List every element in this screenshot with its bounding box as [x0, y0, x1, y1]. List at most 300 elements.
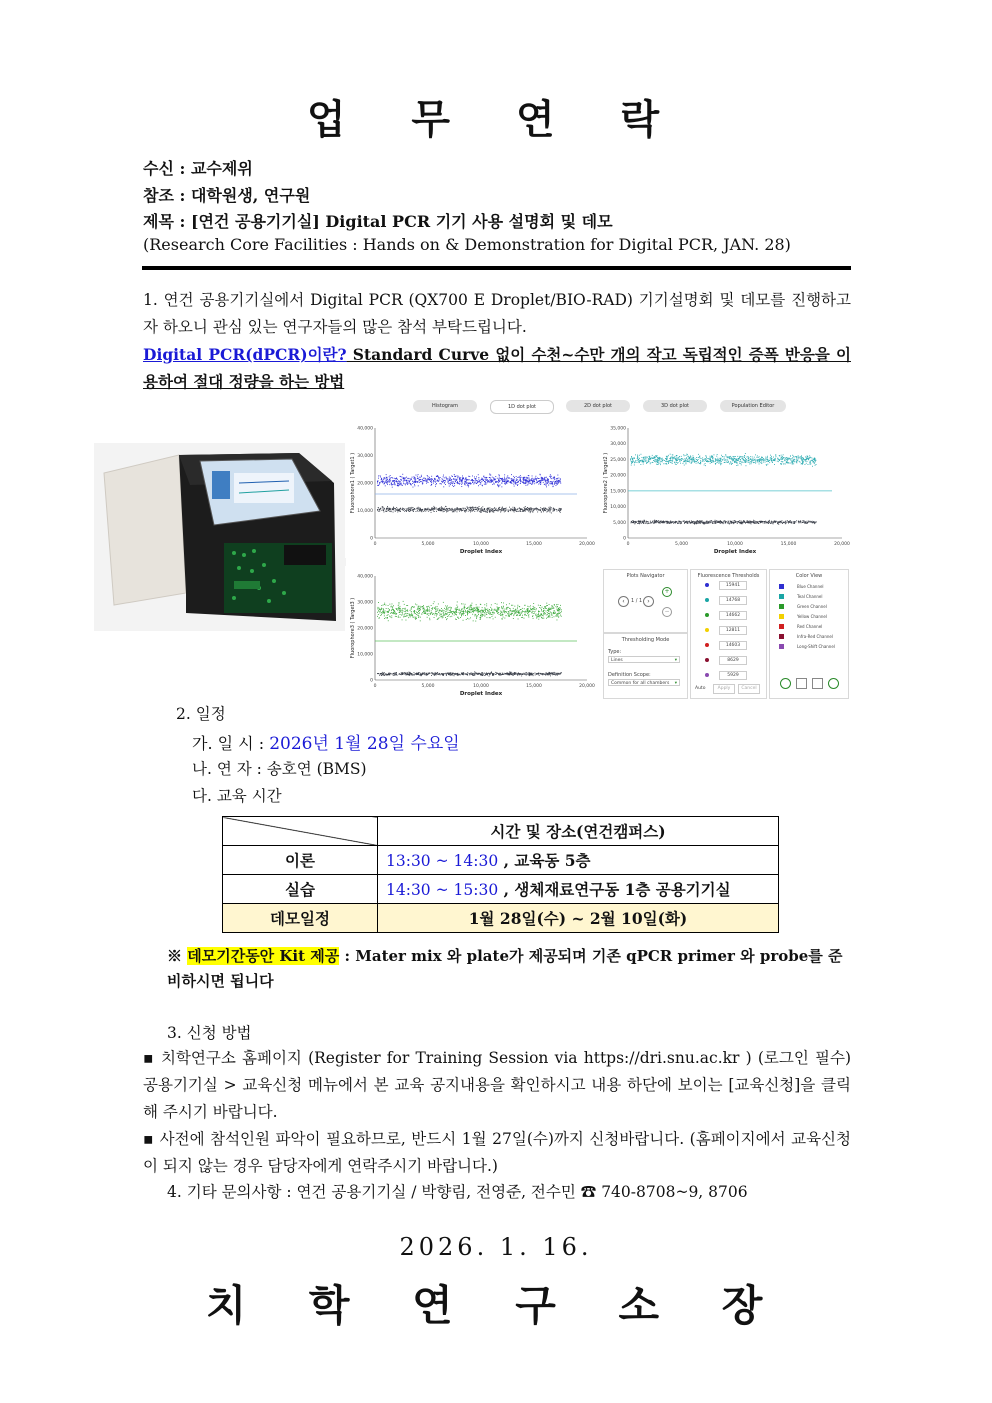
droplet-point	[377, 509, 378, 510]
droplet-point	[459, 614, 460, 615]
droplet-point	[759, 456, 760, 457]
droplet-point	[465, 508, 466, 509]
droplet-point	[501, 510, 502, 511]
droplet-point	[528, 483, 529, 484]
droplet-point	[796, 459, 797, 460]
droplet-point	[392, 480, 393, 481]
droplet-point	[807, 461, 808, 462]
droplet-point	[780, 521, 781, 522]
droplet-point	[466, 479, 467, 480]
zoom-out-icon[interactable]: −	[662, 607, 672, 617]
droplet-point	[668, 461, 669, 462]
droplet-point	[522, 612, 523, 613]
droplet-point	[481, 508, 482, 509]
droplet-point	[536, 508, 537, 509]
droplet-point	[644, 457, 645, 458]
droplet-point	[693, 459, 694, 460]
droplet-point	[383, 611, 384, 612]
droplet-point	[678, 459, 679, 460]
droplet-point	[515, 509, 516, 510]
droplet-point	[814, 460, 815, 461]
droplet-point	[495, 674, 496, 675]
x-tick-label: 15,000	[780, 542, 797, 547]
type-label: Type:	[608, 649, 622, 655]
droplet-point	[407, 611, 408, 612]
droplet-point	[416, 511, 417, 512]
threshold-input[interactable]: 14768	[719, 596, 747, 605]
droplet-point	[767, 456, 768, 457]
droplet-point	[418, 674, 419, 675]
droplet-point	[475, 509, 476, 510]
droplet-point	[645, 460, 646, 461]
droplet-point	[402, 610, 403, 611]
droplet-point	[515, 483, 516, 484]
droplet-point	[674, 458, 675, 459]
droplet-point	[427, 614, 428, 615]
droplet-point	[538, 619, 539, 620]
droplet-point	[763, 458, 764, 459]
droplet-point	[404, 672, 405, 673]
droplet-point	[383, 509, 384, 510]
droplet-point	[489, 511, 490, 512]
droplet-point	[414, 610, 415, 611]
droplet-point	[497, 604, 498, 605]
droplet-point	[503, 674, 504, 675]
droplet-point	[530, 512, 531, 513]
droplet-point	[437, 606, 438, 607]
droplet-point	[481, 614, 482, 615]
droplet-point	[502, 481, 503, 482]
droplet-point	[465, 610, 466, 611]
droplet-point	[516, 615, 517, 616]
droplet-point	[560, 674, 561, 675]
droplet-point	[511, 672, 512, 673]
droplet-point	[745, 453, 746, 454]
droplet-point	[799, 461, 800, 462]
droplet-point	[477, 481, 478, 482]
droplet-point	[431, 605, 432, 606]
dpcr-link[interactable]: Digital PCR(dPCR)이란?	[143, 345, 347, 364]
droplet-point	[476, 673, 477, 674]
droplet-point	[492, 510, 493, 511]
droplet-point	[495, 482, 496, 483]
droplet-point	[734, 523, 735, 524]
droplet-point	[425, 674, 426, 675]
droplet-point	[532, 612, 533, 613]
droplet-point	[670, 523, 671, 524]
droplet-point	[513, 611, 514, 612]
tab-3d-dot-plot[interactable]: 3D dot plot	[643, 400, 707, 412]
droplet-point	[446, 675, 447, 676]
droplet-point	[805, 460, 806, 461]
droplet-point	[396, 608, 397, 609]
droplet-point	[724, 458, 725, 459]
droplet-point	[451, 675, 452, 676]
droplet-point	[493, 508, 494, 509]
x-tick-label: 10,000	[473, 542, 489, 547]
droplet-point	[418, 617, 419, 618]
droplet-point	[553, 477, 554, 478]
droplet-point	[494, 609, 495, 610]
droplet-point	[504, 618, 505, 619]
droplet-point	[806, 523, 807, 524]
droplet-point	[734, 461, 735, 462]
droplet-point	[469, 509, 470, 510]
droplet-point	[446, 619, 447, 620]
droplet-point	[731, 457, 732, 458]
droplet-point	[434, 608, 435, 609]
droplet-point	[748, 462, 749, 463]
droplet-point	[407, 480, 408, 481]
droplet-point	[525, 673, 526, 674]
droplet-point	[706, 456, 707, 457]
droplet-point	[516, 610, 517, 611]
droplet-point	[422, 674, 423, 675]
droplet-point	[508, 614, 509, 615]
droplet-point	[536, 615, 537, 616]
droplet-point	[450, 509, 451, 510]
droplet-point	[421, 475, 422, 476]
droplet-point	[547, 511, 548, 512]
droplet-point	[546, 486, 547, 487]
droplet-point	[535, 476, 536, 477]
droplet-point	[462, 477, 463, 478]
droplet-point	[530, 483, 531, 484]
droplet-point	[407, 605, 408, 606]
droplet-point	[643, 458, 644, 459]
droplet-point	[529, 481, 530, 482]
droplet-point	[456, 614, 457, 615]
droplet-point	[518, 619, 519, 620]
droplet-point	[526, 477, 527, 478]
droplet-point	[439, 610, 440, 611]
droplet-point	[488, 673, 489, 674]
droplet-point	[673, 521, 674, 522]
droplet-point	[434, 479, 435, 480]
droplet-point	[449, 479, 450, 480]
droplet-point	[773, 457, 774, 458]
droplet-point	[468, 479, 469, 480]
droplet-point	[406, 675, 407, 676]
droplet-point	[400, 610, 401, 611]
droplet-point	[673, 523, 674, 524]
droplet-point	[458, 483, 459, 484]
y-tick-label: 10,000	[357, 509, 373, 514]
droplet-point	[506, 508, 507, 509]
droplet-point	[489, 510, 490, 511]
droplet-point	[410, 510, 411, 511]
droplet-point	[438, 508, 439, 509]
droplet-point	[752, 459, 753, 460]
droplet-point	[500, 675, 501, 676]
droplet-point	[445, 609, 446, 610]
droplet-point	[528, 510, 529, 511]
droplet-point	[702, 522, 703, 523]
droplet-point	[445, 617, 446, 618]
droplet-point	[635, 454, 636, 455]
droplet-point	[526, 480, 527, 481]
type-select[interactable]	[608, 656, 680, 663]
droplet-point	[805, 457, 806, 458]
droplet-point	[380, 475, 381, 476]
next-plot-button[interactable]: ›	[643, 596, 654, 607]
droplet-point	[447, 612, 448, 613]
droplet-point	[793, 460, 794, 461]
x-tick-label: 10,000	[473, 684, 489, 689]
droplet-point	[769, 462, 770, 463]
droplet-point	[478, 609, 479, 610]
droplet-point	[519, 615, 520, 616]
droplet-point	[727, 460, 728, 461]
droplet-point	[463, 604, 464, 605]
threshold-input[interactable]: 15941	[719, 581, 747, 590]
droplet-point	[538, 478, 539, 479]
droplet-point	[762, 459, 763, 460]
droplet-point	[715, 520, 716, 521]
droplet-point	[657, 521, 658, 522]
droplet-point	[787, 459, 788, 460]
droplet-point	[500, 615, 501, 616]
droplet-point	[776, 456, 777, 457]
droplet-point	[470, 482, 471, 483]
droplet-point	[478, 614, 479, 615]
droplet-point	[408, 507, 409, 508]
droplet-point	[798, 458, 799, 459]
droplet-point	[518, 612, 519, 613]
droplet-point	[807, 521, 808, 522]
droplet-point	[386, 508, 387, 509]
droplet-point	[754, 523, 755, 524]
droplet-point	[730, 463, 731, 464]
droplet-point	[394, 483, 395, 484]
droplet-point	[444, 673, 445, 674]
document-title: 업 무 연 락	[306, 96, 686, 143]
chevron-down-icon: ▾	[674, 681, 677, 686]
droplet-point	[491, 614, 492, 615]
droplet-point	[681, 458, 682, 459]
droplet-point	[476, 607, 477, 608]
droplet-point	[551, 483, 552, 484]
droplet-point	[507, 475, 508, 476]
droplet-point	[531, 509, 532, 510]
droplet-point	[451, 482, 452, 483]
droplet-point	[559, 511, 560, 512]
droplet-point	[695, 523, 696, 524]
droplet-point	[541, 609, 542, 610]
droplet-point	[552, 605, 553, 606]
droplet-point	[390, 480, 391, 481]
droplet-point	[523, 611, 524, 612]
droplet-point	[408, 617, 409, 618]
droplet-point	[413, 481, 414, 482]
droplet-point	[398, 482, 399, 483]
droplet-point	[426, 510, 427, 511]
droplet-point	[757, 521, 758, 522]
droplet-point	[788, 462, 789, 463]
droplet-point	[381, 612, 382, 613]
droplet-point	[524, 618, 525, 619]
droplet-point	[556, 674, 557, 675]
droplet-point	[499, 481, 500, 482]
droplet-point	[751, 461, 752, 462]
droplet-point	[440, 510, 441, 511]
droplet-point	[419, 479, 420, 480]
prev-plot-button[interactable]: ‹	[618, 596, 629, 607]
droplet-point	[455, 612, 456, 613]
droplet-point	[554, 610, 555, 611]
droplet-point	[524, 477, 525, 478]
droplet-point	[702, 461, 703, 462]
droplet-point	[474, 477, 475, 478]
droplet-point	[421, 476, 422, 477]
droplet-point	[444, 483, 445, 484]
droplet-point	[678, 522, 679, 523]
droplet-point	[551, 513, 552, 514]
droplet-point	[718, 461, 719, 462]
droplet-point	[683, 521, 684, 522]
droplet-point	[643, 457, 644, 458]
droplet-point	[509, 603, 510, 604]
droplet-point	[468, 509, 469, 510]
droplet-point	[422, 509, 423, 510]
droplet-point	[742, 457, 743, 458]
droplet-point	[463, 611, 464, 612]
droplet-point	[748, 456, 749, 457]
droplet-point	[681, 456, 682, 457]
tab-histogram[interactable]: Histogram	[413, 400, 477, 412]
droplet-point	[748, 459, 749, 460]
droplet-point	[533, 481, 534, 482]
droplet-point	[787, 457, 788, 458]
droplet-point	[671, 521, 672, 522]
droplet-point	[466, 477, 467, 478]
droplet-point	[767, 459, 768, 460]
droplet-point	[533, 510, 534, 511]
droplet-point	[426, 609, 427, 610]
droplet-point	[462, 483, 463, 484]
droplet-point	[760, 522, 761, 523]
droplet-point	[391, 615, 392, 616]
droplet-point	[438, 612, 439, 613]
definition-scope-select[interactable]	[608, 679, 680, 686]
droplet-point	[492, 477, 493, 478]
droplet-point	[552, 484, 553, 485]
droplet-point	[638, 459, 639, 460]
droplet-point	[808, 458, 809, 459]
droplet-point	[379, 510, 380, 511]
droplet-point	[450, 674, 451, 675]
droplet-point	[455, 479, 456, 480]
droplet-point	[639, 458, 640, 459]
droplet-point	[554, 479, 555, 480]
droplet-point	[540, 481, 541, 482]
droplet-point	[515, 674, 516, 675]
droplet-point	[415, 478, 416, 479]
droplet-point	[700, 522, 701, 523]
droplet-point	[645, 459, 646, 460]
droplet-point	[484, 612, 485, 613]
droplet-point	[552, 606, 553, 607]
droplet-point	[520, 478, 521, 479]
droplet-point	[405, 484, 406, 485]
droplet-point	[385, 674, 386, 675]
droplet-point	[498, 474, 499, 475]
droplet-point	[489, 617, 490, 618]
droplet-point	[724, 462, 725, 463]
droplet-point	[478, 612, 479, 613]
droplet-point	[429, 611, 430, 612]
droplet-point	[670, 454, 671, 455]
droplet-point	[483, 612, 484, 613]
droplet-point	[489, 611, 490, 612]
droplet-point	[652, 458, 653, 459]
tab-population-editor[interactable]: Population Editor	[720, 400, 786, 412]
droplet-point	[440, 613, 441, 614]
tab-2d-dot-plot[interactable]: 2D dot plot	[566, 400, 630, 412]
droplet-point	[812, 522, 813, 523]
droplet-point	[554, 478, 555, 479]
droplet-point	[455, 609, 456, 610]
droplet-point	[407, 484, 408, 485]
droplet-point	[474, 671, 475, 672]
droplet-point	[487, 512, 488, 513]
droplet-point	[465, 484, 466, 485]
droplet-point	[419, 480, 420, 481]
plot-page-indicator: 1 / 1	[631, 598, 643, 604]
droplet-point	[414, 611, 415, 612]
droplet-point	[472, 506, 473, 507]
droplet-point	[385, 605, 386, 606]
tab-1d-dot-plot[interactable]: 1D dot plot	[490, 400, 554, 414]
droplet-point	[379, 484, 380, 485]
droplet-point	[442, 611, 443, 612]
droplet-point	[517, 605, 518, 606]
droplet-point	[633, 521, 634, 522]
droplet-point	[781, 459, 782, 460]
droplet-point	[433, 483, 434, 484]
droplet-point	[528, 477, 529, 478]
droplet-point	[731, 458, 732, 459]
droplet-point	[480, 511, 481, 512]
droplet-point	[753, 460, 754, 461]
droplet-point	[558, 614, 559, 615]
droplet-point	[464, 674, 465, 675]
droplet-point	[777, 458, 778, 459]
droplet-point	[389, 610, 390, 611]
zoom-in-icon[interactable]: +	[662, 587, 672, 597]
droplet-point	[524, 511, 525, 512]
droplet-point	[519, 674, 520, 675]
droplet-point	[735, 460, 736, 461]
droplet-point	[551, 507, 552, 508]
droplet-point	[399, 610, 400, 611]
droplet-point	[651, 462, 652, 463]
droplet-point	[439, 509, 440, 510]
droplet-point	[429, 619, 430, 620]
droplet-point	[430, 614, 431, 615]
droplet-point	[738, 460, 739, 461]
droplet-point	[723, 523, 724, 524]
droplet-point	[444, 508, 445, 509]
droplet-point	[487, 617, 488, 618]
droplet-point	[661, 521, 662, 522]
droplet-point	[500, 613, 501, 614]
droplet-point	[467, 672, 468, 673]
droplet-point	[667, 456, 668, 457]
droplet-point	[400, 479, 401, 480]
droplet-point	[435, 486, 436, 487]
droplet-point	[461, 484, 462, 485]
